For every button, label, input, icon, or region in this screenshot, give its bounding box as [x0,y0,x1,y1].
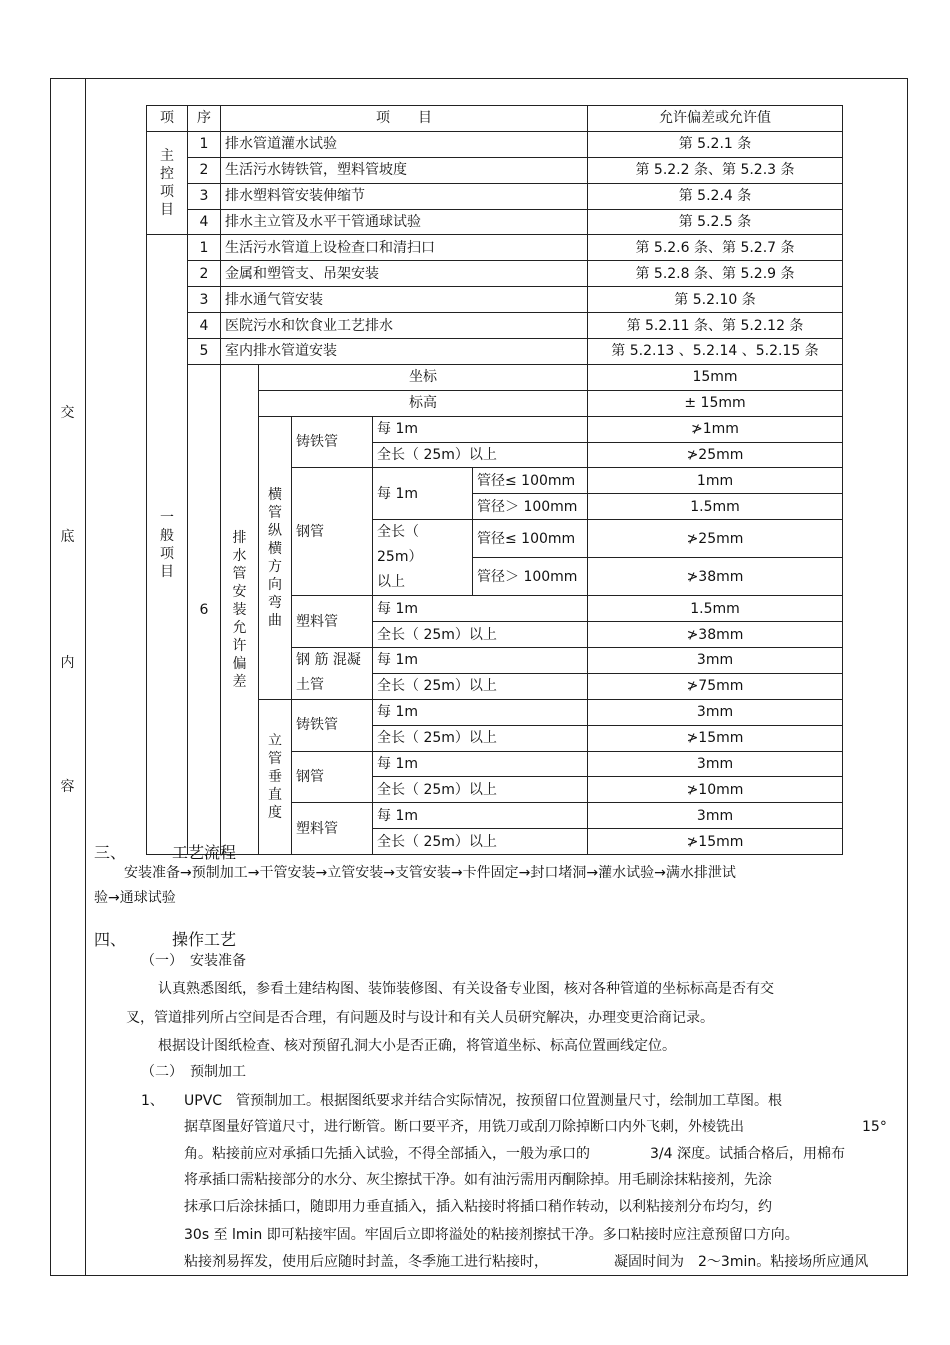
value: ≯25mm [588,520,843,558]
table-row [147,157,843,183]
cond-dn: 管径＞ 100mm [473,494,588,520]
value: ≯38mm [588,558,843,596]
six-label: 排 水 管 安 装 允 许 偏 差 [221,364,259,854]
cond-dn: 管径≤ 100mm [473,468,588,494]
value: ≯38mm [588,622,843,648]
sec4-title: 操作工艺 [172,930,237,949]
cond-dn: 管径≤ 100mm [473,520,588,558]
table-row [147,183,843,209]
row-no: 1 [188,131,221,157]
row-value: 第 5.2.4 条 [588,183,843,209]
value: 1.5mm [588,596,843,622]
value: ≯1mm [588,416,843,442]
item1-line4: 将承插口需粘接部分的水分、灰尘擦拭干净。如有油污需用丙酮除掉。用毛刷涂抹粘接剂，先涂 [184,1172,772,1188]
value: 3mm [588,803,843,829]
zhutie-label: 铸铁管 [292,699,373,751]
value: 3mm [588,699,843,725]
suliao-label: 塑料管 [292,596,373,648]
cond: 每 1m [373,648,588,674]
item1-line6: 30s 至 lmin 即可粘接牢固。牢固后立即将溢处的粘接剂擦拭干净。多口粘接时应注意预留口方向。 [184,1227,799,1243]
gangjin-label: 钢 筋 混凝土管 [292,648,373,700]
biaogao-label: 标高 [259,390,588,416]
table-row [147,287,843,313]
cond: 全长（ 25m） 以上 [373,520,473,596]
general-group-label: 一 般 项 目 [147,235,188,855]
row-item: 金属和塑管支、吊架安装 [221,261,588,287]
gang-label: 钢管 [292,468,373,596]
suliao-label: 塑料管 [292,803,373,855]
cond: 全长（ 25m）以上 [373,622,588,648]
cond: 全长（ 25m）以上 [373,777,588,803]
side-label-3: 内 [60,655,75,671]
table-row [147,364,843,390]
table-row [147,209,843,235]
value: ≯75mm [588,673,843,699]
row-value: 第 5.2.1 条 [588,131,843,157]
cond: 每 1m [373,596,588,622]
value: ≯15mm [588,829,843,855]
main-group-label: 主 控 项 目 [147,131,188,235]
row-no: 4 [188,209,221,235]
row-value: 第 5.2.6 条、第 5.2.7 条 [588,235,843,261]
value: ≯10mm [588,777,843,803]
item1-line2-angle: 15° [862,1119,887,1135]
side-label-1: 交 [60,405,75,421]
sec4-number: 四、 [94,930,127,949]
row-item: 排水管道灌水试验 [221,131,588,157]
value: 3mm [588,648,843,674]
cond: 全长（ 25m）以上 [373,442,588,468]
row-item: 排水主立管及水平干管通球试验 [221,209,588,235]
header-xu: 序 [188,106,221,132]
sec4-p1b: 叉，管道排列所占空间是否合理，有问题及时与设计和有关人员研究解决，办理变更洽商记录。 [126,1010,714,1026]
row-item: 室内排水管道安装 [221,339,588,365]
sec3-title: 工艺流程 [172,843,237,862]
row-no: 5 [188,339,221,365]
row-no: 3 [188,287,221,313]
item1-line2: 据草图量好管道尺寸，进行断管。断口要平齐，用铣刀或刮刀除掉断口内外飞刺，外棱铣出 [184,1119,744,1135]
biaogao-value: ± 15mm [588,390,843,416]
item1-line5: 抹承口后涂抹插口，随即用力垂直插入，插入粘接时将插口稍作转动，以利粘接剂分布均匀，约 [184,1199,772,1215]
item1-line3: 角。粘接前应对承插口先插入试验，不得全部插入，一般为承口的 [184,1146,590,1162]
value: ≯15mm [588,725,843,751]
cond: 每 1m [373,416,588,442]
row-item: 生活污水铸铁管，塑料管坡度 [221,157,588,183]
standards-table [146,105,843,855]
row-value: 第 5.2.13 、5.2.14 、5.2.15 条 [588,339,843,365]
cond: 每 1m [373,751,588,777]
cond: 全长（ 25m）以上 [373,725,588,751]
table-row [147,235,843,261]
row-item: 排水塑料管安装伸缩节 [221,183,588,209]
gang-label: 钢管 [292,751,373,803]
table-row [147,339,843,365]
cond-dn: 管径＞ 100mm [473,558,588,596]
heng-label: 横 管 纵 横 方 向 弯 曲 [259,416,292,699]
row-no: 4 [188,313,221,339]
left-column-divider [85,78,86,1276]
row-item: 生活污水管道上设检查口和清扫口 [221,235,588,261]
item1-line1: UPVC 管预制加工。根据图纸要求并结合实际情况，按预留口位置测量尺寸，绘制加工草图。根 [184,1093,783,1109]
sec4-p2: 根据设计图纸检查、核对预留孔洞大小是否正确，将管道坐标、标高位置画线定位。 [158,1038,676,1054]
row-no: 1 [188,235,221,261]
table-header-row [147,106,843,132]
sec4-sub1: （一） 安装准备 [141,953,246,969]
value: 1mm [588,468,843,494]
cond: 全长（ 25m）以上 [373,673,588,699]
row-value: 第 5.2.11 条、第 5.2.12 条 [588,313,843,339]
value: 3mm [588,751,843,777]
header-allow: 允许偏差或允许值 [588,106,843,132]
table-row [147,131,843,157]
sec3-line1: 安装准备→预制加工→干管安装→立管安装→支管安装→卡件固定→封口堵洞→灌水试验→满水排泄试 [124,865,736,881]
cond: 每 1m [373,699,588,725]
row-no: 2 [188,261,221,287]
sec3-line2: 验→通球试验 [94,890,176,906]
header-xiang: 项 [147,106,188,132]
zuobiao-value: 15mm [588,364,843,390]
cond: 每 1m [373,468,473,520]
side-label-4: 容 [60,779,75,795]
header-item: 项 目 [221,106,588,132]
table-row [147,261,843,287]
row-value: 第 5.2.2 条、第 5.2.3 条 [588,157,843,183]
row-item: 排水通气管安装 [221,287,588,313]
sec4-sub2: （二） 预制加工 [141,1064,246,1080]
row-value: 第 5.2.5 条 [588,209,843,235]
cond: 全长（ 25m）以上 [373,829,588,855]
cond: 每 1m [373,803,588,829]
sec3-number: 三、 [94,843,127,862]
row-value: 第 5.2.8 条、第 5.2.9 条 [588,261,843,287]
table-row [147,313,843,339]
side-label-2: 底 [60,529,75,545]
item1-number: 1、 [141,1093,164,1109]
item1-line3-depth: 3/4 深度。试插合格后，用棉布 [650,1146,845,1162]
sec4-p1a: 认真熟悉图纸，参看土建结构图、装饰装修图、有关设备专业图，核对各种管道的坐标标高是否有交 [158,981,774,997]
row-value: 第 5.2.10 条 [588,287,843,313]
item1-line7-time: 凝固时间为 2～3min。粘接场所应通风 [614,1254,869,1270]
row-item: 医院污水和饮食业工艺排水 [221,313,588,339]
item1-line7: 粘接剂易挥发，使用后应随时封盖，冬季施工进行粘接时， [184,1254,548,1270]
zuobiao-label: 坐标 [259,364,588,390]
value: ≯25mm [588,442,843,468]
six-no: 6 [188,364,221,854]
value: 1.5mm [588,494,843,520]
zhutie-label: 铸铁管 [292,416,373,468]
row-no: 3 [188,183,221,209]
li-label: 立 管 垂 直 度 [259,699,292,854]
row-no: 2 [188,157,221,183]
